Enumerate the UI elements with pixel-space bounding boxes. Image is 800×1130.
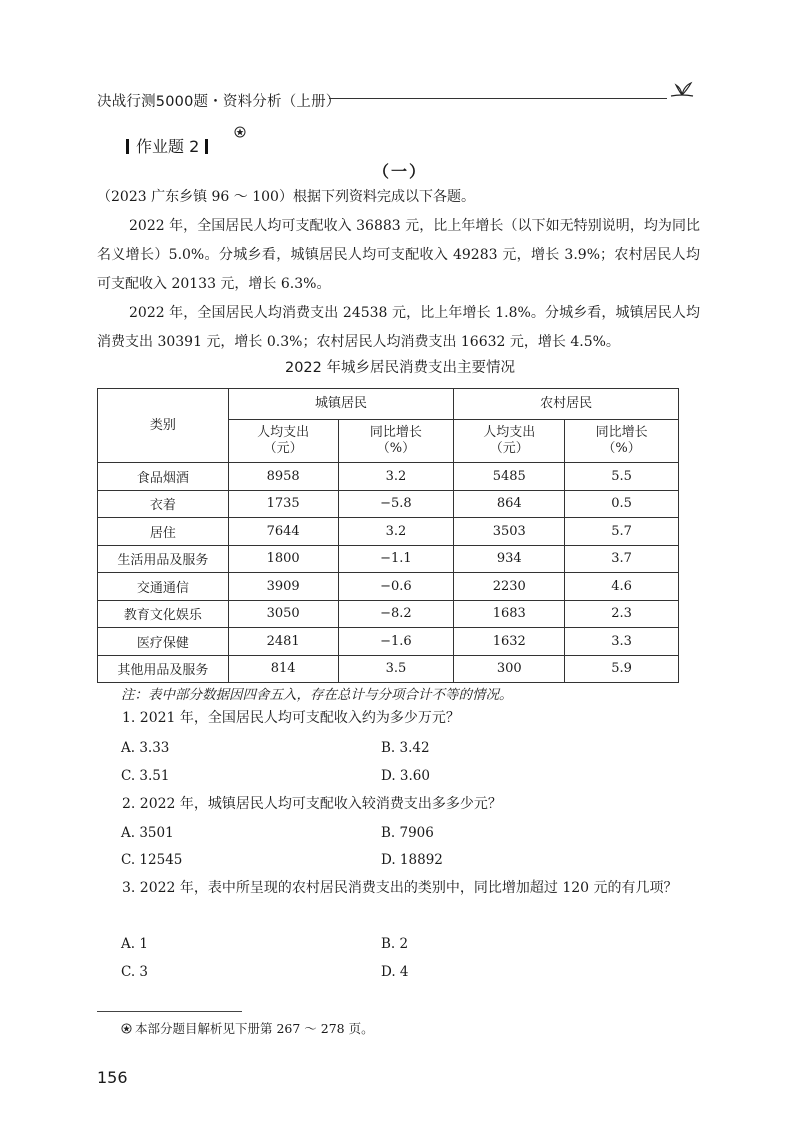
- urban-growth-label: 同比增长: [369, 425, 422, 440]
- category-cell: 医疗保健: [98, 628, 229, 656]
- footnote-rule: [97, 1011, 242, 1012]
- question-3: 3. 2022 年，表中所呈现的农村居民消费支出的类别中，同比增加超过 120 元的有几项？: [122, 880, 678, 896]
- label-bar-left: [126, 139, 129, 154]
- header-rule: [329, 98, 667, 99]
- urban-growth-cell: 3.2: [338, 463, 454, 491]
- question-1: 1. 2021 年，全国居民人均可支配收入约为多少万元？: [122, 710, 460, 726]
- rural-growth-cell: 0.5: [565, 490, 679, 518]
- star-mark-icon: [121, 1023, 132, 1034]
- rural-group-header: 农村居民: [454, 389, 679, 420]
- urban-growth-unit: （%）: [376, 441, 416, 456]
- table-title: 2022 年城乡居民消费支出主要情况: [284, 360, 515, 376]
- q2-option-a: A. 3501: [121, 825, 174, 841]
- q3-option-c: C. 3: [121, 964, 149, 980]
- income-paragraph: 2022 年，全国居民人均可支配收入 36883 元，比上年增长（以下如无特别说明，均为同比名义增长）5.0%。分城乡看，城镇居民人均可支配收入 49283 元，增长 3.9%；农村居民人均可支配收入 20133 元，增长 6.3%。: [97, 218, 700, 292]
- urban-spend-cell: 3909: [228, 573, 338, 601]
- table-row: [98, 463, 679, 491]
- urban-group-header: 城镇居民: [228, 389, 454, 420]
- urban-spend-cell: 3050: [228, 600, 338, 628]
- category-cell: 生活用品及服务: [98, 545, 229, 573]
- footnote-text: 本部分题目解析见下册第 267 ～ 278 页。: [135, 1021, 374, 1036]
- rural-spend-cell: 300: [454, 655, 565, 683]
- section-label-text: 作业题 2: [136, 137, 200, 156]
- book-title: 决战行测5000题・资料分析（上册）: [97, 94, 341, 110]
- category-cell: 其他用品及服务: [98, 655, 229, 683]
- rural-spend-cell: 3503: [454, 518, 565, 546]
- rural-spend-cell: 5485: [454, 463, 565, 491]
- rural-growth-cell: 3.7: [565, 545, 679, 573]
- urban-spend-label: 人均支出: [257, 425, 310, 440]
- category-cell: 交通通信: [98, 573, 229, 601]
- urban-spend-unit: （元）: [263, 441, 303, 456]
- q3-option-d: D. 4: [381, 964, 409, 980]
- rural-spend-cell: 2230: [454, 573, 565, 601]
- urban-spend-header: [228, 420, 338, 463]
- footnote: [121, 1019, 374, 1037]
- q3-option-a: A. 1: [121, 936, 148, 952]
- urban-spend-cell: 1735: [228, 490, 338, 518]
- table-row: [98, 490, 679, 518]
- category-header: 类别: [98, 389, 229, 463]
- q2-option-b: B. 7906: [381, 825, 434, 841]
- rural-growth-header: [565, 420, 679, 463]
- urban-growth-cell: 3.5: [338, 655, 454, 683]
- table-row: [98, 573, 679, 601]
- rural-growth-cell: 5.5: [565, 463, 679, 491]
- rural-spend-cell: 1632: [454, 628, 565, 656]
- q1-option-b: B. 3.42: [381, 740, 430, 756]
- category-cell: 食品烟酒: [98, 463, 229, 491]
- rural-spend-label: 人均支出: [483, 425, 536, 440]
- rural-spend-cell: 864: [454, 490, 565, 518]
- running-header: [97, 88, 697, 110]
- category-cell: 居住: [98, 518, 229, 546]
- rural-growth-cell: 3.3: [565, 628, 679, 656]
- section-label: [126, 134, 208, 157]
- urban-spend-cell: 7644: [228, 518, 338, 546]
- q3-option-b: B. 2: [381, 936, 409, 952]
- urban-growth-cell: −1.6: [338, 628, 454, 656]
- urban-growth-cell: −1.1: [338, 545, 454, 573]
- urban-growth-cell: −5.8: [338, 490, 454, 518]
- table-header-row: [98, 389, 679, 420]
- urban-spend-cell: 8958: [228, 463, 338, 491]
- q1-option-a: A. 3.33: [121, 740, 170, 756]
- urban-growth-cell: 3.2: [338, 518, 454, 546]
- rural-growth-cell: 5.9: [565, 655, 679, 683]
- rural-spend-cell: 1683: [454, 600, 565, 628]
- rural-growth-cell: 4.6: [565, 573, 679, 601]
- rural-growth-unit: （%）: [602, 441, 641, 456]
- urban-growth-cell: −0.6: [338, 573, 454, 601]
- rural-growth-cell: 2.3: [565, 600, 679, 628]
- label-bar-right: [205, 139, 208, 154]
- page-number: 156: [97, 1068, 128, 1087]
- urban-growth-header: [338, 420, 454, 463]
- table-row: [98, 655, 679, 683]
- consumption-table: [97, 388, 679, 683]
- table-row: [98, 628, 679, 656]
- table-note: 注：表中部分数据因四舍五入，存在总计与分项合计不等的情况。: [121, 687, 513, 703]
- table-row: [98, 518, 679, 546]
- q2-option-c: C. 12545: [121, 852, 183, 868]
- q2-option-d: D. 18892: [381, 852, 443, 868]
- urban-spend-cell: 814: [228, 655, 338, 683]
- sprout-icon: [667, 76, 697, 106]
- q1-option-d: D. 3.60: [381, 768, 430, 784]
- table-row: [98, 545, 679, 573]
- rural-spend-cell: 934: [454, 545, 565, 573]
- star-mark-icon: [234, 126, 246, 138]
- question-2: 2. 2022 年，城镇居民人均可支配收入较消费支出多多少元？: [122, 796, 502, 812]
- consumption-paragraph: 2022 年，全国居民人均消费支出 24538 元，比上年增长 1.8%。分城乡看，城镇居民人均消费支出 30391 元，增长 0.3%；农村居民人均消费支出 16632 元，增长 4.5%。: [97, 305, 700, 350]
- category-cell: 衣着: [98, 490, 229, 518]
- urban-spend-cell: 1800: [228, 545, 338, 573]
- urban-spend-cell: 2481: [228, 628, 338, 656]
- rural-growth-label: 同比增长: [595, 425, 648, 440]
- intro-paragraph: （2023 广东乡镇 96 ～ 100）根据下列资料完成以下各题。: [97, 189, 475, 205]
- urban-growth-cell: −8.2: [338, 600, 454, 628]
- category-cell: 教育文化娱乐: [98, 600, 229, 628]
- rural-spend-unit: （元）: [489, 441, 529, 456]
- q1-option-c: C. 3.51: [121, 768, 170, 784]
- rural-spend-header: [454, 420, 565, 463]
- table-row: [98, 600, 679, 628]
- rural-growth-cell: 5.7: [565, 518, 679, 546]
- part-heading: （一）: [372, 162, 427, 181]
